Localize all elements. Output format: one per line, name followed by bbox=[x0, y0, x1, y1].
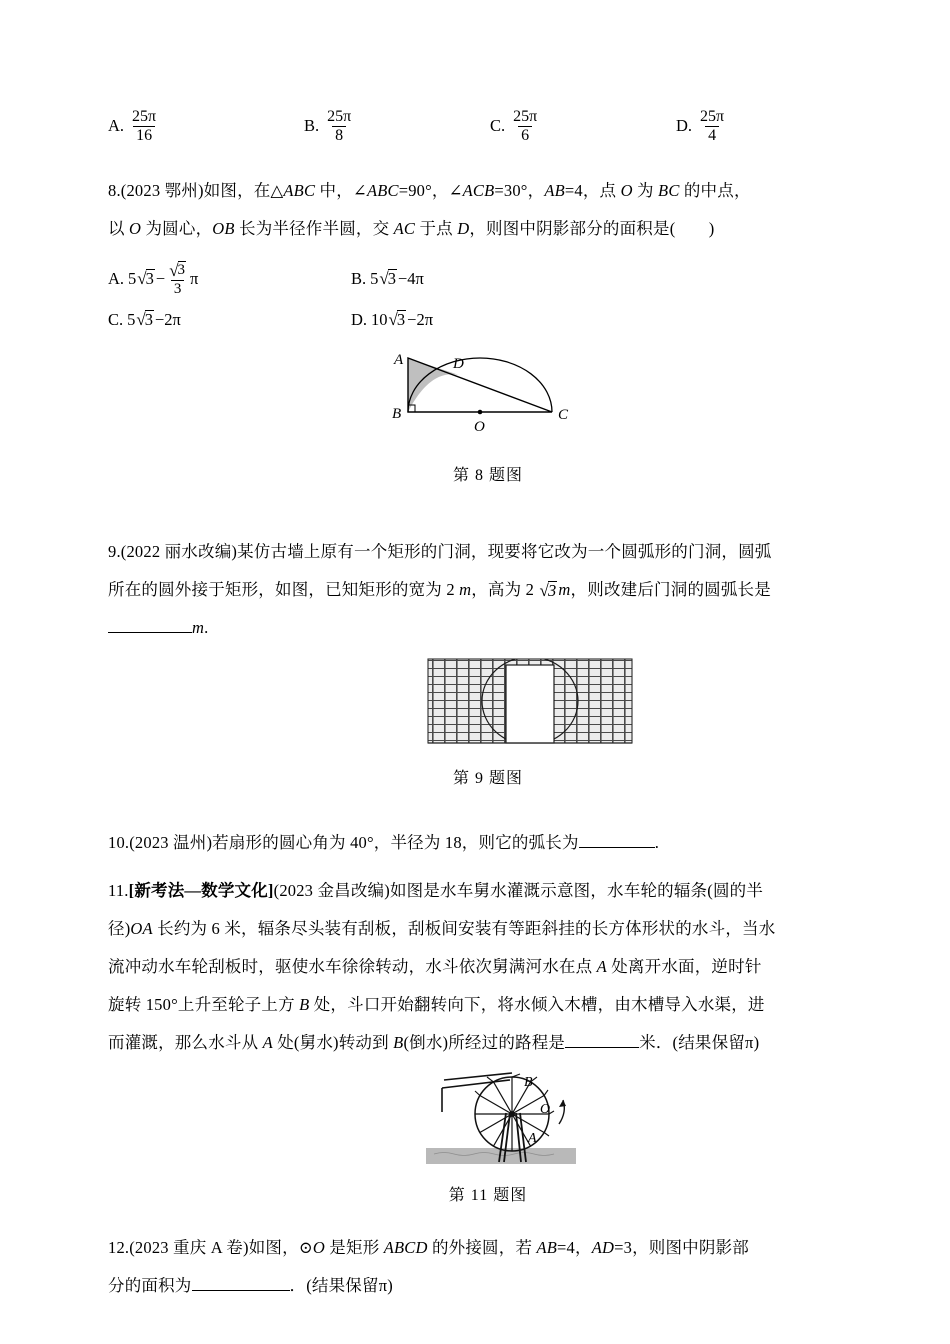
q7-choice-d[interactable] bbox=[676, 108, 727, 145]
q9-figure-svg bbox=[108, 653, 868, 755]
q7-choice-a-fraction bbox=[129, 108, 159, 145]
q8-figure bbox=[108, 350, 868, 485]
q7-choice-c[interactable] bbox=[490, 108, 676, 145]
q11-l4-b: 处，斗口开始翻转向下，将水倾入木槽，由木槽导入水渠，进 bbox=[309, 995, 765, 1014]
q8-choice-c-rest: −2π bbox=[154, 310, 181, 329]
q11-l4-a: 旋转 150°上升至轮子上方 bbox=[108, 995, 300, 1014]
q8-l2-a: 以 bbox=[108, 219, 130, 238]
q8-choice-b-coeff: 5 bbox=[370, 269, 379, 288]
q8-choice-a-op: − bbox=[155, 269, 166, 288]
q8-choice-b-rest: −4π bbox=[397, 269, 424, 288]
q9-l2-a: 所在的圆外接于矩形，如图，已知矩形的宽为 2 bbox=[108, 580, 460, 599]
q8-l2-o: O bbox=[129, 219, 142, 238]
q7-choice-b-label: B. bbox=[304, 116, 320, 136]
q11-l5-a: 而灌溉，那么水斗从 bbox=[108, 1033, 263, 1052]
q8-number: 8. bbox=[108, 181, 121, 200]
q7-choice-d-denominator: 4 bbox=[705, 126, 719, 145]
q8-l1-o: O bbox=[620, 181, 633, 200]
q10-answer-blank[interactable] bbox=[579, 832, 655, 848]
q12-l1-a: 如图，⊙ bbox=[248, 1238, 313, 1257]
q8-l1-f: 为 bbox=[632, 181, 659, 200]
q12-l1-b: 是矩形 bbox=[324, 1238, 384, 1257]
q12-l1-d: =4， bbox=[557, 1238, 592, 1257]
q8-choice-c-label: C. bbox=[108, 310, 124, 329]
q9-answer-blank[interactable] bbox=[108, 617, 192, 633]
q8-choice-a-label: A. bbox=[108, 269, 125, 288]
q8-choice-a-frac-den: 3 bbox=[171, 280, 185, 298]
q8-l1-a: 如图，在△ bbox=[203, 181, 284, 200]
q11-figure bbox=[108, 1066, 868, 1205]
q8-choice-b-sqrt: √ 3 bbox=[379, 269, 396, 289]
q9-l3-end: . bbox=[204, 618, 209, 637]
q11-rotation-arrow-head bbox=[559, 1100, 566, 1107]
q7-choice-a-numerator: 25π bbox=[132, 108, 157, 125]
q8-l2-e: ，则图中阴影部分的面积是( ) bbox=[469, 219, 715, 238]
q7-choice-b[interactable] bbox=[304, 108, 490, 145]
q8-figure-caption: 第 8 题图 bbox=[452, 467, 523, 484]
q8-l1-g: 的中点， bbox=[679, 181, 751, 200]
q11-figure-caption: 第 11 题图 bbox=[448, 1187, 528, 1204]
q9-doorway-rectangle bbox=[506, 665, 554, 743]
q11-l3-b: 处离开水面，逆时针 bbox=[606, 957, 762, 976]
q12-answer-blank[interactable] bbox=[192, 1275, 290, 1291]
q11-l5-pointb: B bbox=[393, 1033, 404, 1052]
q11-statement-line5 bbox=[108, 1024, 868, 1062]
q7-choice-a[interactable] bbox=[108, 108, 304, 145]
page-content bbox=[108, 0, 868, 1305]
q7-choice-c-label: C. bbox=[490, 116, 506, 136]
q10-text-a: 若扇形的圆心角为 40°，半径为 18，则它的弧长为 bbox=[212, 833, 579, 852]
q9-figure bbox=[108, 653, 868, 788]
q11-label-o: O bbox=[540, 1102, 551, 1117]
q11-source: (2023 金昌改编) bbox=[273, 881, 390, 900]
q8-choice-d-label: D. bbox=[351, 310, 368, 329]
q8-choice-d-rest: −2π bbox=[407, 310, 434, 329]
q11-statement-line2 bbox=[108, 910, 868, 948]
q7-choice-d-fraction bbox=[697, 108, 727, 145]
q8-choice-a-fraction bbox=[165, 261, 190, 298]
q7-choice-c-denominator: 6 bbox=[518, 126, 532, 145]
q8-figure-svg bbox=[108, 350, 868, 450]
q9-sqrt3-radicand: 3 bbox=[547, 581, 557, 600]
q7-choice-c-fraction bbox=[510, 108, 540, 145]
q9-figure-caption: 第 9 题图 bbox=[452, 770, 523, 787]
q8-choice-d[interactable] bbox=[351, 302, 433, 338]
q8-choice-c[interactable] bbox=[108, 302, 351, 338]
q12-l1-abcd: ABCD bbox=[383, 1238, 428, 1257]
q9-source: (2022 丽水改编) bbox=[120, 542, 238, 561]
q10-statement bbox=[108, 824, 868, 862]
q7-choice-a-label: A. bbox=[108, 116, 125, 136]
q8-choice-a-coeff: 5 bbox=[128, 269, 137, 288]
q11-l5-d: 米．(结果保留π) bbox=[639, 1033, 760, 1052]
q12-l2-a: 分的面积为 bbox=[108, 1276, 192, 1295]
q8-source: (2023 鄂州) bbox=[120, 181, 204, 200]
q11-statement-line3 bbox=[108, 948, 868, 986]
q8-l2-d: 于点 bbox=[415, 219, 458, 238]
q9-statement-line2 bbox=[108, 571, 868, 609]
q12-l1-e: =3，则图中阴影部 bbox=[614, 1238, 749, 1257]
q11-answer-blank[interactable] bbox=[565, 1032, 639, 1048]
q10-source: (2023 温州) bbox=[129, 833, 213, 852]
q11-label-b: B bbox=[524, 1075, 533, 1090]
q8-choice-a-frac-radicand: 3 bbox=[177, 261, 186, 278]
q8-label-d: D bbox=[453, 356, 464, 372]
q11-l5-c: (倒水)所经过的路程是 bbox=[403, 1033, 566, 1052]
q11-l3-pointa: A bbox=[596, 957, 607, 976]
q8-label-c: C bbox=[558, 407, 569, 423]
q8-triangle bbox=[408, 358, 552, 412]
q11-wheel-hub bbox=[509, 1111, 515, 1117]
q8-choice-d-radicand: 3 bbox=[396, 310, 406, 330]
q9-l2-b: ，高为 2 bbox=[471, 580, 539, 599]
q11-tag: [新考法—数学文化] bbox=[128, 881, 274, 900]
q8-l1-ab: AB bbox=[544, 181, 565, 200]
q8-l2-b: 为圆心， bbox=[141, 219, 213, 238]
q8-l1-angle2: ACB bbox=[462, 181, 495, 200]
q11-trough-bottom bbox=[442, 1080, 510, 1088]
q12-l1-ab: AB bbox=[536, 1238, 558, 1257]
q12-l2-b: ．(结果保留π) bbox=[289, 1276, 393, 1295]
q11-statement-line4 bbox=[108, 986, 868, 1024]
q8-label-a: A bbox=[394, 352, 404, 368]
q11-l3-a: 流冲动水车轮刮板时，驱使水车徐徐转动，水斗依次舅满河水在点 bbox=[108, 957, 597, 976]
q8-l2-c: 长为半径作半圆，交 bbox=[234, 219, 394, 238]
q7-choice-c-numerator: 25π bbox=[513, 108, 538, 125]
q7-choice-d-label: D. bbox=[676, 116, 693, 136]
q7-choice-d-numerator: 25π bbox=[700, 108, 725, 125]
q8-choice-b[interactable] bbox=[351, 261, 424, 297]
q9-statement-line3 bbox=[108, 609, 868, 647]
q10-number: 10. bbox=[108, 833, 130, 852]
q9-l2-m1: m bbox=[459, 580, 472, 599]
q8-choice-c-radicand: 3 bbox=[144, 310, 153, 330]
q8-choice-b-radicand: 3 bbox=[387, 269, 396, 289]
q12-statement-line1 bbox=[108, 1229, 868, 1267]
q10-text-b: . bbox=[654, 833, 660, 852]
q8-choice-c-coeff: 5 bbox=[127, 310, 136, 329]
q9-number: 9. bbox=[108, 542, 121, 561]
q11-l5-b: 处(舅水)转动到 bbox=[272, 1033, 394, 1052]
q8-l2-dd: D bbox=[457, 219, 470, 238]
q8-choice-a[interactable] bbox=[108, 261, 351, 298]
q11-number: 11. bbox=[108, 881, 129, 900]
q8-label-b: B bbox=[392, 406, 402, 422]
q8-l1-abc: ABC bbox=[283, 181, 316, 200]
q11-l5-pointa: A bbox=[262, 1033, 273, 1052]
q11-l2-oa: OA bbox=[130, 919, 153, 938]
q8-choice-d-sqrt: √ 3 bbox=[388, 310, 406, 330]
q8-statement-line1 bbox=[108, 172, 868, 210]
q7-choice-b-numerator: 25π bbox=[327, 108, 352, 125]
q12-l1-c: 的外接圆，若 bbox=[427, 1238, 537, 1257]
q8-l1-c: =90°，∠ bbox=[398, 181, 463, 200]
q8-shaded-region bbox=[408, 358, 459, 412]
q8-choice-a-frac-num: √ 3 bbox=[169, 260, 186, 280]
q8-l1-e: =4，点 bbox=[564, 181, 621, 200]
q8-statement-line2 bbox=[108, 210, 868, 248]
q7-choice-a-denominator: 16 bbox=[133, 126, 155, 145]
q8-choice-a-suffix: π bbox=[190, 269, 199, 288]
q9-statement-line1 bbox=[108, 533, 868, 571]
q12-l1-ad: AD bbox=[591, 1238, 615, 1257]
q8-l1-angle1: ABC bbox=[366, 181, 399, 200]
q9-sqrt3: √ 3 bbox=[539, 581, 557, 600]
q8-choice-c-sqrt: √ 3 bbox=[136, 310, 153, 330]
q8-l2-ob: OB bbox=[212, 219, 235, 238]
q8-l1-bc: BC bbox=[658, 181, 680, 200]
q8-l1-d: =30°， bbox=[494, 181, 545, 200]
q8-label-o: O bbox=[474, 419, 485, 435]
q12-l1-o: O bbox=[312, 1238, 325, 1257]
q8-choice-a-radicand: 3 bbox=[145, 269, 154, 289]
q7-choice-b-fraction bbox=[324, 108, 354, 145]
q11-label-a: A bbox=[528, 1131, 537, 1146]
q7-choice-b-denominator: 8 bbox=[332, 126, 346, 145]
q8-l1-b: 中，∠ bbox=[315, 181, 367, 200]
q11-l2-b: 长约为 6 米，辐条尽头装有刮板，刮板间安装有等距斜挂的长方体形状的水斗，当水 bbox=[152, 919, 776, 938]
q8-choice-d-coeff: 10 bbox=[371, 310, 388, 329]
q8-choices-row2 bbox=[108, 300, 868, 340]
q8-choice-b-label: B. bbox=[351, 269, 367, 288]
q11-l2-a: 径) bbox=[108, 919, 131, 938]
q9-l2-m2: m bbox=[558, 580, 571, 599]
q12-statement-line2 bbox=[108, 1267, 868, 1305]
q9-l1-text: 某仿古墙上原有一个矩形的门洞，现要将它改为一个圆弧形的门洞，圆弧 bbox=[237, 542, 772, 561]
q8-choices-row1 bbox=[108, 258, 868, 300]
q7-choices-row bbox=[108, 108, 868, 166]
q9-l3-m: m bbox=[192, 618, 205, 637]
q11-l4-pointb: B bbox=[299, 995, 310, 1014]
q11-figure-svg bbox=[108, 1066, 868, 1176]
q8-choice-a-sqrt: √ 3 bbox=[137, 269, 154, 289]
q12-number: 12. bbox=[108, 1238, 130, 1257]
q11-statement-line1 bbox=[108, 872, 868, 910]
q9-l2-c: ，则改建后门洞的圆弧长是 bbox=[570, 580, 771, 599]
q12-source: (2023 重庆 A 卷) bbox=[129, 1238, 249, 1257]
q8-l2-ac: AC bbox=[393, 219, 416, 238]
q8-center-point-o bbox=[478, 410, 483, 415]
q11-l1-rest: 如图是水车舅水灌溉示意图，水车轮的辐条(圆的半 bbox=[389, 881, 764, 900]
